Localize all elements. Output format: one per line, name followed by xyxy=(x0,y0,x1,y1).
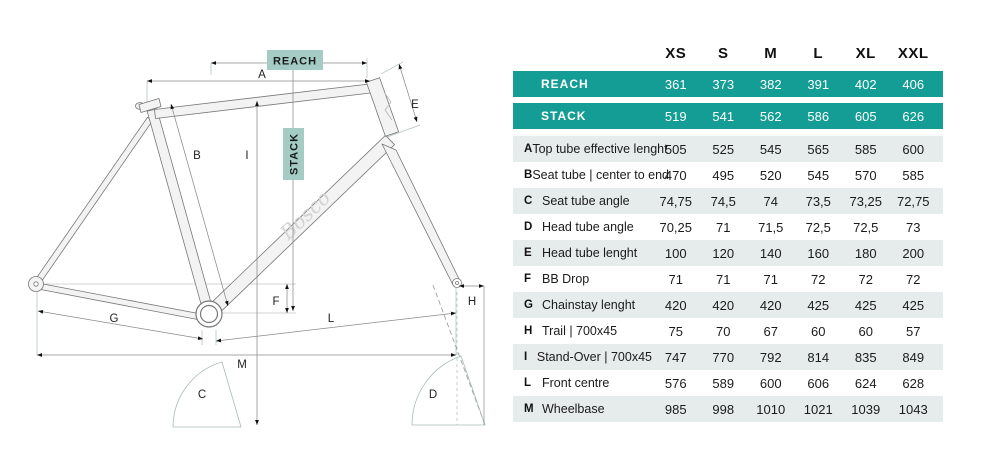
row-value: 628 xyxy=(902,375,925,391)
label-c: C xyxy=(197,389,207,401)
row-value: 600 xyxy=(759,375,782,391)
label-i: I xyxy=(245,150,249,162)
row-label-cell xyxy=(513,324,652,338)
seat-tube xyxy=(147,109,214,316)
row-value: 60 xyxy=(811,323,826,339)
size-header-cell: S xyxy=(717,44,729,62)
label-m: M xyxy=(237,359,247,371)
row-value: 606 xyxy=(807,375,830,391)
row-value: 814 xyxy=(807,349,830,365)
row-value: 565 xyxy=(807,141,830,157)
row-label: Wheelbase xyxy=(542,402,605,416)
row-value: 72 xyxy=(811,271,826,287)
row-label-cell xyxy=(513,376,652,390)
row-label: Head tube angle xyxy=(542,220,634,234)
stack-value: 562 xyxy=(759,108,782,124)
row-label-cell xyxy=(513,194,652,208)
bottom-bracket-inner xyxy=(201,306,218,323)
reach-value: 406 xyxy=(902,76,925,92)
seat-angle-wedge xyxy=(173,362,241,427)
row-label-cell xyxy=(513,402,652,416)
row-value: 57 xyxy=(906,323,921,339)
row-label-cell xyxy=(513,272,652,286)
table-row xyxy=(513,292,943,318)
label-a: A xyxy=(258,69,266,81)
row-value: 180 xyxy=(854,245,877,261)
size-header-cell: XL xyxy=(855,44,876,62)
reach-row xyxy=(513,71,943,97)
row-value: 100 xyxy=(664,245,687,261)
table-row xyxy=(513,396,943,422)
row-key: F xyxy=(524,273,532,285)
size-header-cell: L xyxy=(813,44,824,62)
label-e: E xyxy=(411,99,419,111)
stack-value: 519 xyxy=(664,108,687,124)
reach-value: 373 xyxy=(712,76,735,92)
row-value: 505 xyxy=(664,141,687,157)
row-label: Seat tube angle xyxy=(542,194,630,208)
stack-label: STACK xyxy=(288,132,301,176)
row-label: Trail | 700x45 xyxy=(542,324,618,338)
reach-value: 402 xyxy=(854,76,877,92)
row-value: 72,75 xyxy=(896,193,930,209)
rear-axle xyxy=(34,282,38,286)
row-key: L xyxy=(524,377,532,389)
stack-value: 586 xyxy=(807,108,830,124)
extension-lines xyxy=(37,55,457,425)
row-label-cell xyxy=(513,298,652,312)
row-key: G xyxy=(524,299,533,311)
row-value: 71,5 xyxy=(758,219,784,235)
label-g: G xyxy=(109,313,119,325)
table-row xyxy=(513,136,943,162)
size-header-row xyxy=(513,40,943,66)
chain-stay xyxy=(37,283,201,320)
table-row xyxy=(513,214,943,240)
row-label: Head tube lenght xyxy=(542,246,638,260)
row-label: Seat tube | center to end xyxy=(532,168,669,182)
row-value: 71 xyxy=(763,271,778,287)
row-key: C xyxy=(524,195,533,207)
table-row xyxy=(513,370,943,396)
row-value: 585 xyxy=(902,167,925,183)
dim-e xyxy=(399,64,417,122)
row-key: I xyxy=(524,351,528,363)
reach-row-label: REACH xyxy=(541,77,589,91)
row-value: 73,25 xyxy=(849,193,883,209)
row-key: A xyxy=(524,143,533,155)
label-h: H xyxy=(467,296,477,308)
row-value: 74 xyxy=(763,193,778,209)
label-b: B xyxy=(193,150,201,162)
size-header-cell: XXL xyxy=(897,44,929,62)
reach-label: REACH xyxy=(272,55,318,68)
row-value: 1039 xyxy=(851,401,881,417)
row-value: 72,5 xyxy=(853,219,879,235)
row-value: 420 xyxy=(664,297,687,313)
row-value: 60 xyxy=(858,323,873,339)
row-label-cell xyxy=(513,350,652,364)
row-value: 545 xyxy=(759,141,782,157)
row-value: 747 xyxy=(664,349,687,365)
row-value: 998 xyxy=(712,401,735,417)
row-value: 770 xyxy=(712,349,735,365)
row-value: 600 xyxy=(902,141,925,157)
row-value: 849 xyxy=(902,349,925,365)
table-row xyxy=(513,188,943,214)
stack-value: 626 xyxy=(902,108,925,124)
row-value: 74,5 xyxy=(710,193,736,209)
spec-rows xyxy=(513,136,943,422)
row-value: 495 xyxy=(712,167,735,183)
row-value: 420 xyxy=(759,297,782,313)
size-header-cell: M xyxy=(764,44,778,62)
row-key: H xyxy=(524,325,533,337)
head-angle-wedge xyxy=(412,356,485,425)
row-key: E xyxy=(524,247,532,259)
row-label: Stand-Over | 700x45 xyxy=(536,350,652,364)
row-label-cell xyxy=(513,142,668,156)
table-row xyxy=(513,266,943,292)
row-key: D xyxy=(524,221,533,233)
seat-stay xyxy=(34,117,153,285)
table-row xyxy=(513,162,943,188)
row-value: 576 xyxy=(664,375,687,391)
table-row xyxy=(513,240,943,266)
row-label-cell xyxy=(513,220,652,234)
row-value: 585 xyxy=(854,141,877,157)
row-value: 67 xyxy=(763,323,778,339)
row-value: 120 xyxy=(712,245,735,261)
row-value: 425 xyxy=(807,297,830,313)
row-value: 72,5 xyxy=(805,219,831,235)
row-value: 520 xyxy=(759,167,782,183)
top-tube xyxy=(155,84,375,119)
row-key: M xyxy=(524,403,534,415)
stack-row xyxy=(513,103,943,129)
stack-value: 605 xyxy=(854,108,877,124)
row-key: B xyxy=(524,169,533,181)
reach-value: 391 xyxy=(807,76,830,92)
row-label: BB Drop xyxy=(542,272,590,286)
label-l: L xyxy=(327,313,335,325)
row-label: Front centre xyxy=(542,376,610,390)
label-f: F xyxy=(272,296,280,308)
row-value: 70 xyxy=(716,323,731,339)
row-value: 425 xyxy=(902,297,925,313)
row-value: 200 xyxy=(902,245,925,261)
dim-l xyxy=(216,313,456,341)
fork xyxy=(382,144,460,285)
row-value: 140 xyxy=(759,245,782,261)
row-label: Top tube effective lenght xyxy=(532,142,668,156)
row-label-cell xyxy=(513,246,652,260)
row-value: 589 xyxy=(712,375,735,391)
table-row xyxy=(513,318,943,344)
row-value: 420 xyxy=(712,297,735,313)
row-value: 71 xyxy=(716,271,731,287)
row-value: 160 xyxy=(807,245,830,261)
row-value: 525 xyxy=(712,141,735,157)
brand-logo: Bosco xyxy=(275,185,336,245)
stack-row-label: STACK xyxy=(541,109,587,123)
reach-value: 361 xyxy=(664,76,687,92)
row-value: 71 xyxy=(716,219,731,235)
table-row xyxy=(513,344,943,370)
dimension-lines xyxy=(37,63,484,425)
row-value: 1043 xyxy=(898,401,928,417)
row-value: 545 xyxy=(807,167,830,183)
row-value: 1021 xyxy=(803,401,833,417)
head-tube xyxy=(366,78,398,137)
reach-value: 382 xyxy=(759,76,782,92)
row-value: 73 xyxy=(906,219,921,235)
row-value: 835 xyxy=(854,349,877,365)
row-value: 792 xyxy=(759,349,782,365)
spec-table xyxy=(513,40,943,422)
row-value: 71 xyxy=(668,271,683,287)
row-value: 570 xyxy=(854,167,877,183)
row-value: 72 xyxy=(906,271,921,287)
row-value: 75 xyxy=(668,323,683,339)
label-d: D xyxy=(428,389,438,401)
frame xyxy=(29,78,462,327)
front-axle xyxy=(456,282,459,285)
stack-value: 541 xyxy=(712,108,735,124)
row-label-cell xyxy=(513,168,669,182)
row-value: 624 xyxy=(854,375,877,391)
row-value: 1010 xyxy=(756,401,786,417)
row-value: 70,25 xyxy=(659,219,693,235)
size-header-cell: XS xyxy=(665,44,687,62)
row-value: 74,75 xyxy=(659,193,693,209)
row-value: 985 xyxy=(664,401,687,417)
row-value: 73,5 xyxy=(805,193,831,209)
row-value: 470 xyxy=(664,167,687,183)
row-label: Chainstay lenght xyxy=(542,298,636,312)
row-value: 425 xyxy=(854,297,877,313)
row-value: 72 xyxy=(858,271,873,287)
